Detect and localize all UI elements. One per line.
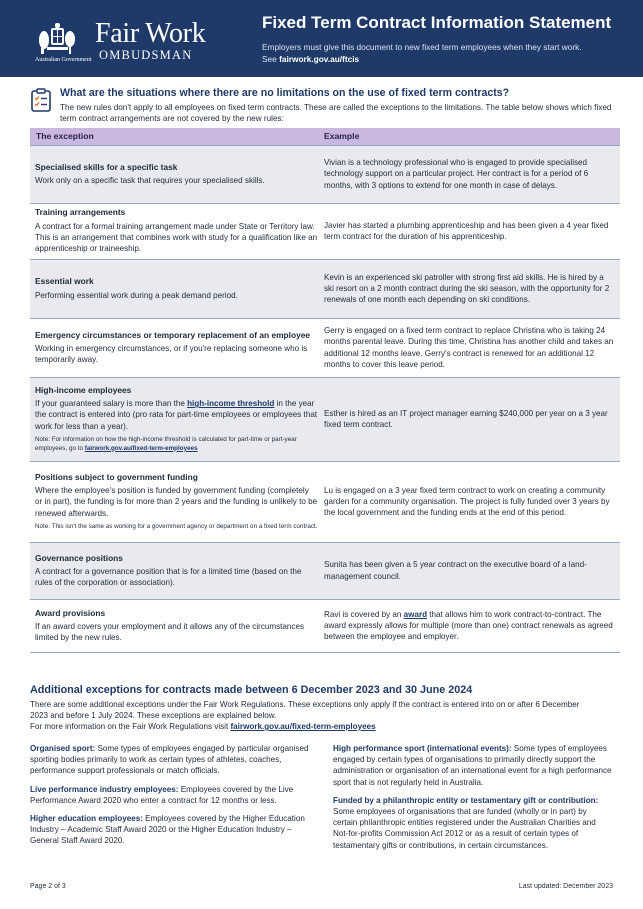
- item-text: Employees covered by the Higher Education Industry – Academic Staff Award 2020 or the Higher Education Industry – General Staff Award 2020.: [30, 814, 305, 846]
- fixed-term-employees-link[interactable]: fairwork.gov.au/fixed-term-employees: [84, 444, 198, 452]
- table-row: [30, 318, 620, 377]
- section-title: What are the situations where there are no limitations on the use of fixed term contracts?: [60, 87, 510, 99]
- item-text: Employees covered by the Live Performance Award 2020 who enter a contract for 12 months or less.: [30, 784, 294, 805]
- description-text: If your guaranteed salary is more than the: [35, 399, 185, 409]
- exception-description: Working in emergency circumstances, or if you're replacing someone who is temporarily away.: [35, 343, 308, 365]
- table-row: [30, 377, 620, 461]
- table-row: [30, 203, 620, 259]
- example-cell: Sunita has been given a 5 year contract on the executive board of a land-management council.: [324, 560, 587, 581]
- exception-title: Governance positions: [35, 552, 123, 563]
- intro-text: There are some additional exceptions under the Fair Work Regulations. These exceptions only apply if the contract is entered into on or after 6 December 2023 and before 1 July 2024. These exceptions are explained below.: [30, 700, 580, 720]
- item-label: Organised sport:: [30, 744, 96, 753]
- exception-note: [35, 436, 318, 453]
- exception-note: Note: This isn't the same as working for a government agency or department on a fixed term contract.: [35, 522, 318, 530]
- additional-left-column: [30, 743, 310, 854]
- exception-cell: [30, 260, 324, 318]
- checklist-icon: [30, 88, 52, 112]
- document-subtitle: [262, 41, 632, 65]
- list-item: [333, 743, 613, 788]
- item-label: Funded by a philanthropic entity or testamentary gift or contribution:: [333, 795, 599, 805]
- coat-of-arms-icon: [35, 20, 79, 56]
- award-link[interactable]: award: [403, 609, 428, 619]
- item-label: Higher education employees:: [30, 814, 143, 824]
- table-row: [30, 259, 620, 318]
- exception-description: If an award covers your employment and it allows any of the circumstances limited by the new rules.: [35, 621, 305, 643]
- additional-exceptions-title: Additional exceptions for contracts made between 6 December 2023 and 30 June 2024: [30, 684, 473, 696]
- exception-title: Emergency circumstances or temporary replacement of an employee: [35, 329, 311, 340]
- subtitle-see: See: [262, 54, 277, 64]
- exception-cell: [30, 146, 324, 203]
- australian-government-label: Australian Government: [35, 57, 92, 63]
- exception-title: Award provisions: [35, 607, 106, 618]
- more-info-text: For more information on the Fair Work Regulations visit: [30, 722, 229, 731]
- exception-description: Performing essential work during a peak demand period.: [35, 290, 238, 300]
- exception-cell: [30, 378, 324, 461]
- table-row: [30, 145, 620, 203]
- list-item: [30, 784, 310, 806]
- exception-title: Training arrangements: [35, 207, 126, 218]
- list-item: [333, 795, 613, 851]
- exception-description: A contract for a governance position that is for a limited time (based on the rules of the corporation or association).: [35, 566, 302, 588]
- additional-exceptions-intro: [30, 699, 595, 732]
- description-text: in the year the contract is entered into (pro rata for part-time employees or employees that work for less than a year).: [35, 399, 318, 431]
- exception-cell: [30, 319, 324, 377]
- high-income-threshold-link[interactable]: high-income threshold: [187, 399, 275, 409]
- logo-subtitle: OMBUDSMAN: [99, 48, 193, 62]
- item-text: Some types of employees engaged by particular organised sporting bodies primarily to work as certain types of athletes, coaches, performance support professionals or match officials.: [30, 744, 309, 776]
- exception-title: Specialised skills for a specific task: [35, 161, 178, 172]
- exception-title: Positions subject to government funding: [35, 471, 198, 482]
- regulations-link[interactable]: fairwork.gov.au/fixed-term-employees: [230, 722, 376, 731]
- item-label: High performance sport (international events):: [333, 744, 512, 753]
- last-updated: Last updated: December 2023: [518, 883, 613, 890]
- table-row: [30, 461, 620, 542]
- column-header-example: Example: [324, 131, 360, 141]
- exception-description: Work only on a specific task that requires your specialised skills.: [35, 176, 265, 185]
- exception-description: A contract for a formal training arrangement made under State or Territory law. This is an arrangement that combines work with study for a qualification like an apprenticeship or traineeship.: [35, 221, 318, 254]
- item-text: Some types of employees engaged by certain types of organisations to primarily directly support the administration or organisation of an international event for a high performance sport that is not regularly held in Australia.: [333, 744, 612, 787]
- table-row: [30, 542, 620, 599]
- note-text: Note: For information on how the high-income threshold is calculated for part-time or part-year employees, go to: [35, 436, 297, 452]
- list-item: [30, 743, 310, 777]
- table-row: [30, 599, 620, 653]
- exception-title: Essential work: [35, 276, 94, 287]
- page-header: [0, 0, 643, 77]
- exception-cell: [30, 600, 324, 652]
- exception-title: High-income employees: [35, 384, 132, 395]
- example-cell: Esther is hired as an IT project manager earning $240,000 per year on a 3 year fixed term contract.: [324, 408, 608, 429]
- item-text: Some employees of organisations that are funded (wholly or in part) by certain philanthropic entities registered under the Australian Charities and Not-for-profits Commission Act 2012 or as a result of certain types of testamentary gifts or contributions, in certain circumstances.: [333, 807, 596, 850]
- fair-work-ombudsman-logo[interactable]: [35, 20, 225, 64]
- exception-cell: [30, 543, 324, 599]
- exception-cell: [30, 462, 324, 542]
- exception-description: Where the employee's position is funded by government funding (completely or in part), the funding is for more than 2 years and the funding is unlikely to be renewed afterwards.: [35, 485, 318, 518]
- additional-right-column: [333, 743, 613, 858]
- subtitle-text: Employers must give this document to new fixed term employees when they start work.: [262, 42, 582, 52]
- exception-cell: [30, 204, 324, 259]
- item-label: Live performance industry employees:: [30, 784, 179, 794]
- document-title: Fixed Term Contract Information Statement: [262, 13, 612, 32]
- example-cell: Kevin is an experienced ski patroller with strong first aid skills. He is hired by a ski resort on a 2 month contract during the ski season, with the opportunity for 2 renewals of one month each depending on ski conditions.: [324, 272, 610, 305]
- logo-title: Fair Work: [95, 18, 206, 49]
- example-cell: [324, 600, 620, 652]
- example-cell: Gerry is engaged on a fixed term contract to replace Christina who is taking 24 months parental leave. During this time, Christina has another child and takes an additional 12 months leave. Gerry's contract is renewed for an additional 12 months to cover this leave period.: [324, 325, 614, 369]
- section-intro: The new rules don't apply to all employees on fixed term contracts. These are called the exceptions to the limitations. The table below shows which fixed term contract arrangements are not covered by the new rules:: [60, 103, 612, 123]
- table-header: [30, 128, 620, 145]
- example-text: Ravi is covered by an: [324, 609, 402, 619]
- example-cell: Javier has started a plumbing apprenticeship and has been given a 4 year fixed term contract for the duration of his apprenticeship.: [324, 220, 609, 241]
- example-text: that allows him to work contract-to-contract. The award expressly allows for multiple (more than one) contract renewals as agreed between the employee and employer.: [324, 609, 613, 642]
- exceptions-table: [30, 128, 620, 653]
- list-item: [30, 813, 310, 847]
- example-cell: Vivian is a technology professional who is engaged to provide specialised technology support on a particular project. Her contract is for a period of 6 months, with 3 options to extend for one month in case of delays.: [324, 158, 589, 190]
- column-header-exception: The exception: [36, 131, 94, 141]
- exception-description: [35, 398, 318, 432]
- page-number: Page 2 of 3: [30, 883, 66, 890]
- example-cell: Lu is engaged on a 3 year fixed term contract to work on creating a community garden for a community organisation. The project is fully funded over 3 years by the local government and the funding ends at the end of this period.: [324, 485, 610, 518]
- ftcis-link[interactable]: fairwork.gov.au/ftcis: [279, 54, 360, 64]
